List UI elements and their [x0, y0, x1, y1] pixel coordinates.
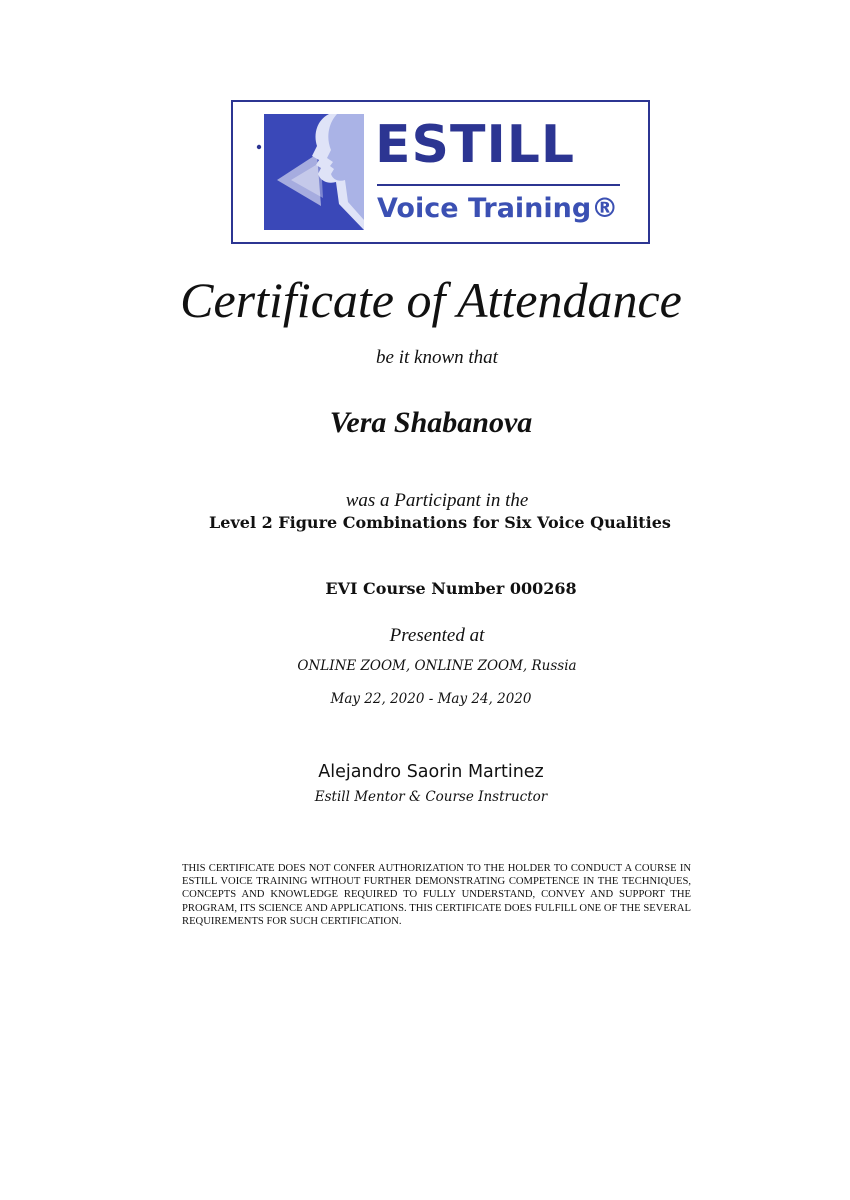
logo-tagline-text: Voice Training®	[377, 193, 619, 224]
instructor-role: Estill Mentor & Course Instructor	[314, 789, 548, 805]
certificate-title: Certificate of Attendance	[180, 272, 682, 328]
intro-text: be it known that	[376, 347, 498, 368]
recipient-name: Vera Shabanova	[329, 406, 533, 439]
presented-label: Presented at	[389, 625, 485, 646]
participant-text: was a Participant in the	[345, 490, 529, 511]
logo-brand-text: ESTILL	[375, 115, 576, 175]
logo-divider	[377, 184, 620, 186]
course-location: ONLINE ZOOM, ONLINE ZOOM, Russia	[297, 658, 577, 674]
course-dates: May 22, 2020 - May 24, 2020	[330, 691, 532, 707]
disclaimer-text: THIS CERTIFICATE DOES NOT CONFER AUTHORIZATION TO THE HOLDER TO CONDUCT A COURSE IN ESTILL VOICE TRAINING WITHOUT FURTHER DEMONSTRATING COMPETENCE IN THE TECHNIQUES, CONCEPTS AND KNOWLEDGE REQUIRED TO FULLY UNDERSTAND, CONVEY AND SUPPORT THE PROGRAM, ITS SCIENCE AND APPLICATIONS. THIS CERTIFICATE DOES FULFILL ONE OF THE SEVERAL REQUIREMENTS FOR SUCH CERTIFICATION.	[182, 863, 691, 927]
face-profile-sound-icon	[233, 102, 373, 242]
instructor-name: Alejandro Saorin Martinez	[318, 762, 544, 782]
course-title: Level 2 Figure Combinations for Six Voice Qualities	[209, 513, 671, 532]
course-number: EVI Course Number 000268	[325, 579, 577, 598]
estill-logo	[231, 100, 650, 244]
